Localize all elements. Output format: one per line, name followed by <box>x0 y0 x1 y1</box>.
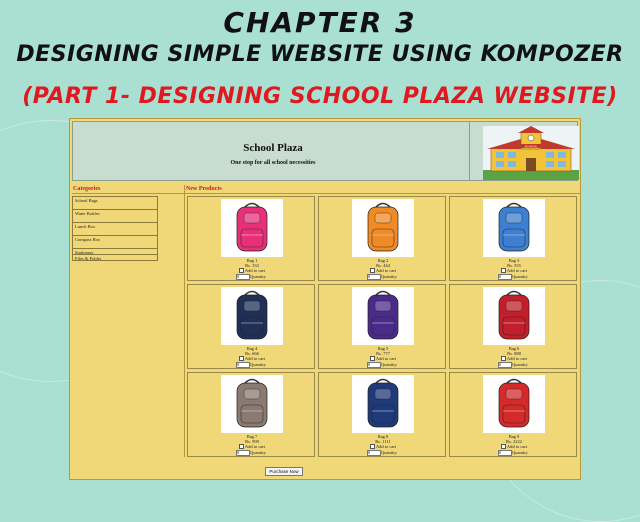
backpack-image <box>221 199 283 257</box>
product-cell <box>449 284 577 369</box>
add-to-cart-checkbox[interactable] <box>501 444 506 449</box>
product-price: Rs. 333 <box>245 263 259 268</box>
product-cell <box>187 196 315 281</box>
add-to-cart-row <box>188 268 316 273</box>
add-to-cart-label: Add to cart <box>506 268 528 273</box>
quantity-input[interactable]: 0 <box>236 362 250 368</box>
product-cell <box>187 372 315 457</box>
school-sign-text: SCHOOL <box>524 144 538 149</box>
add-to-cart-checkbox[interactable] <box>370 444 375 449</box>
backpack-image <box>352 199 414 257</box>
product-price: Rs. 777 <box>376 351 390 356</box>
backpack-image <box>352 375 414 433</box>
category-water-bottles[interactable]: Water Bottles <box>72 210 158 223</box>
product-price: Rs. 1111 <box>375 439 391 444</box>
product-name: Bag 2 <box>377 258 389 263</box>
quantity-input[interactable]: 0 <box>236 274 250 280</box>
quantity-input[interactable]: 0 <box>498 274 512 280</box>
backpack-image <box>483 199 545 257</box>
add-to-cart-checkbox[interactable] <box>239 444 244 449</box>
product-name: Bag 5 <box>377 346 389 351</box>
product-price: Rs. 444 <box>376 263 390 268</box>
site-title: School Plaza <box>243 142 303 154</box>
quantity-label: Quantity <box>512 274 528 279</box>
slide-part-title: (PART 1- DESIGNING SCHOOL PLAZA WEBSITE) <box>22 84 618 109</box>
add-to-cart-row <box>450 444 578 449</box>
product-name: Bag 3 <box>508 258 520 263</box>
site-header <box>72 121 578 181</box>
new-products-panel <box>184 185 581 457</box>
add-to-cart-row <box>319 444 447 449</box>
school-building-image <box>483 126 579 180</box>
product-name: Bag 8 <box>377 434 389 439</box>
quantity-input[interactable]: 0 <box>367 362 381 368</box>
add-to-cart-checkbox[interactable] <box>239 356 244 361</box>
quantity-input[interactable]: 0 <box>236 450 250 456</box>
add-to-cart-label: Add to cart <box>506 356 528 361</box>
quantity-input[interactable]: 0 <box>498 362 512 368</box>
add-to-cart-row <box>450 356 578 361</box>
add-to-cart-checkbox[interactable] <box>370 268 375 273</box>
categories-panel <box>72 185 184 475</box>
categories-heading: Categories <box>72 185 184 194</box>
add-to-cart-row <box>319 268 447 273</box>
quantity-label: Quantity <box>512 450 528 455</box>
add-to-cart-checkbox[interactable] <box>501 356 506 361</box>
add-to-cart-label: Add to cart <box>375 268 397 273</box>
quantity-input[interactable]: 0 <box>498 450 512 456</box>
add-to-cart-row <box>450 268 578 273</box>
header-divider <box>469 122 470 180</box>
purchase-now-button[interactable]: Purchase Now <box>265 467 303 476</box>
quantity-input[interactable]: 0 <box>367 274 381 280</box>
add-to-cart-row <box>188 444 316 449</box>
product-name: Bag 9 <box>508 434 520 439</box>
school-plaza-webpage-screenshot <box>69 118 581 480</box>
quantity-label: Quantity <box>512 362 528 367</box>
backpack-image <box>221 287 283 345</box>
category-compass-box[interactable]: Compass Box <box>72 236 158 249</box>
product-price: Rs. 555 <box>507 263 521 268</box>
product-cell <box>318 372 446 457</box>
product-price: Rs. 666 <box>245 351 259 356</box>
quantity-label: Quantity <box>250 274 266 279</box>
slide-subtitle: DESIGNING SIMPLE WEBSITE USING KOMPOZER <box>16 42 624 67</box>
product-price: Rs. 2222 <box>505 439 522 444</box>
product-name: Bag 6 <box>508 346 520 351</box>
quantity-input[interactable]: 0 <box>367 450 381 456</box>
product-cell <box>449 372 577 457</box>
category-files-folder[interactable]: Files & Folder <box>72 255 158 261</box>
backpack-image <box>352 287 414 345</box>
category-school-bags[interactable]: School Bags <box>72 197 158 210</box>
backpack-image <box>483 375 545 433</box>
add-to-cart-row <box>188 356 316 361</box>
product-cell <box>449 196 577 281</box>
category-lunch-box[interactable]: Lunch Box <box>72 223 158 236</box>
chapter-heading: CHAPTER 3 <box>223 6 417 39</box>
site-tagline: One stop for all school necessities <box>230 160 316 166</box>
add-to-cart-checkbox[interactable] <box>501 268 506 273</box>
product-cell <box>318 196 446 281</box>
quantity-label: Quantity <box>381 274 397 279</box>
category-stationary[interactable]: Stationary <box>72 249 158 255</box>
product-grid <box>187 196 579 458</box>
add-to-cart-label: Add to cart <box>244 444 266 449</box>
add-to-cart-label: Add to cart <box>375 444 397 449</box>
product-name: Bag 7 <box>246 434 258 439</box>
product-cell <box>187 284 315 369</box>
add-to-cart-label: Add to cart <box>244 356 266 361</box>
add-to-cart-checkbox[interactable] <box>370 356 375 361</box>
quantity-label: Quantity <box>381 362 397 367</box>
backpack-image <box>221 375 283 433</box>
categories-list <box>72 196 158 261</box>
quantity-label: Quantity <box>250 450 266 455</box>
add-to-cart-checkbox[interactable] <box>239 268 244 273</box>
add-to-cart-row <box>319 356 447 361</box>
add-to-cart-label: Add to cart <box>506 444 528 449</box>
backpack-image <box>483 287 545 345</box>
product-cell <box>318 284 446 369</box>
product-price: Rs. 888 <box>507 351 521 356</box>
add-to-cart-label: Add to cart <box>375 356 397 361</box>
quantity-label: Quantity <box>381 450 397 455</box>
product-name: Bag 1 <box>246 258 258 263</box>
product-name: Bag 4 <box>246 346 258 351</box>
product-price: Rs. 999 <box>245 439 259 444</box>
add-to-cart-label: Add to cart <box>244 268 266 273</box>
quantity-label: Quantity <box>250 362 266 367</box>
new-products-heading: New Products <box>185 185 581 194</box>
